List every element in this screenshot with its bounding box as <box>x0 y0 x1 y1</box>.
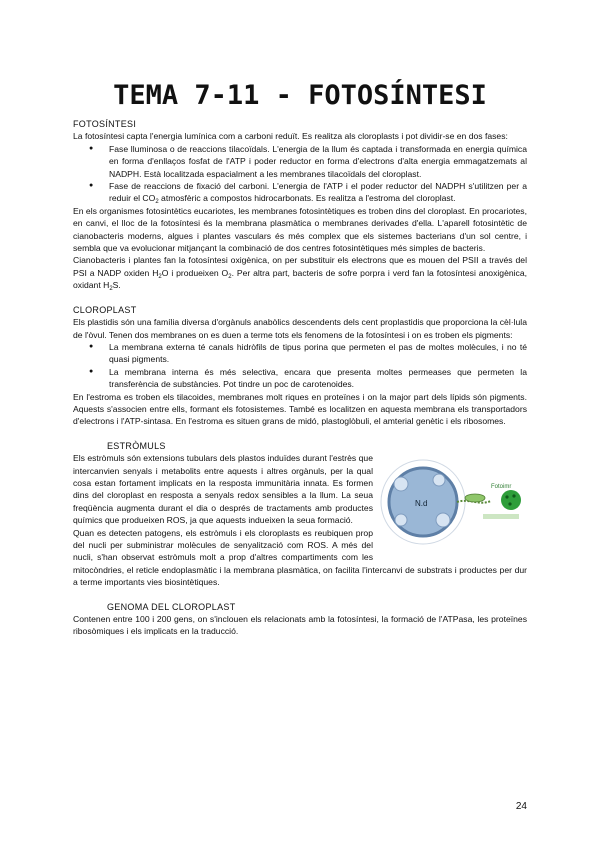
granum-dot <box>505 496 508 499</box>
paragraph: Els plastidis són una família diversa d'orgànuls anabòlics descendents dels cent proplastidis que proporciona la cèl·lula de l'òvul. Tenen dos membranes on es duen a terme tots els fenomens de la fotosíntesi i on es troben els pigments: <box>73 317 527 340</box>
granum-dot <box>508 503 511 506</box>
paragraph: Contenen entre 100 i 200 gens, on s'inclouen els relacionats amb la fotosíntesi, la formació de l'ATPasa, les proteïnes ribosòmiques i els implicats en la traducció. <box>73 614 527 637</box>
section-heading-estromuls: ESTRÒMULS <box>107 440 166 451</box>
page-content <box>73 118 527 638</box>
stromule-figure <box>379 454 527 550</box>
paragraph: La fotosíntesi capta l'energia lumínica com a carboni reduït. Es realitza als cloroplasts i pot dividir-se en dos fases: <box>73 131 508 142</box>
section-heading-fotosintesi: FOTOSÍNTESI <box>73 119 137 129</box>
section-heading-cloroplast: CLOROPLAST <box>73 304 137 315</box>
figure-label: Fotoimr <box>491 484 512 491</box>
section-heading-genoma: GENOMA DEL CLOROPLAST <box>107 601 236 612</box>
list-item: ● Fase lluminosa o de reaccions tilacoïdals. L'energia de la llum és captada i transformada en energia química en forma d'enllaços fosfat de l'ATP i poder reductor en forma d'electrons d'alta energia emmagatzemats al NADPH. Està localitzada espacialment a les membranes tilacoïdals del cloroplast. <box>73 143 527 180</box>
list-item: ● La membrana interna és més selectiva, encara que presenta moltes permeases que permeten la transferència de substàncies. Pot tindre un poc de carotenoides. <box>73 366 527 391</box>
nucleus-label: N.d <box>415 499 428 509</box>
page-number: 24 <box>515 801 527 812</box>
chloroplast-shape <box>501 490 521 510</box>
paragraph: En els organismes fotosintètics eucariotes, les membranes fotosintètiques es troben dins del cloroplast. En procariotes, en canvi, el lloc de la fotosíntesi és la membrana plasmàtica o membranes derivades d'ella. L'aparell fotosintètic de cianobacteris moderns, algues i plantes vasculars és més complex que els sistemes bacterians d'un sol centre, i sembla que va evolucionar mitjançant la combinació de dos centres fotosintètiques més simples de bacteris. <box>73 205 527 254</box>
paragraph: Els estròmuls són extensions tubulars dels plastos induïdes durant l'estrès que intercanvien senyals i metabolits entre aquests i altres orgànuls, per la qual cosa estan fortament implicats en la resposta immunitària innata. Es formen dins del cloroplast en resposta a senyals redox sensibles a la llum. La seua freqüència augmenta durant el dia o després de tractaments amb productes químics que produeixen ROS, ja que aquests indueixen la seua formació. <box>73 453 373 526</box>
page-title: TEMA 7-11 - FOTOSÍNTESI <box>113 80 487 111</box>
paragraph: Cianobacteris i plantes fan la fotosíntesi oxigènica, on per substituir els electrons que es mouen del PSII a través del PSI a NADP oxiden $H_2O$ i produeixen $O_2$. Per altra part, bacteris de sofre porpra i verd fan la fotosíntesi anoxigènica, oxidant $H_2S$. <box>73 255 528 293</box>
list-item: ● Fase de reaccions de fixació del carboni. L'energia de l'ATP i el poder reductor del NADPH s'utilitzen per a reduir el $CO_2$ atmosfèric a compostos hidrocarbonats. Es realitza a l'estroma del cloroplast. <box>73 180 527 205</box>
plastid-shape <box>465 494 485 502</box>
vesicle-shape <box>394 477 408 491</box>
paragraph: En l'estroma es troben els tilacoides, membranes molt riques en proteïnes i on la major part dels lípids són pigments. Aquests s'associen entre ells, formant els fotosistemes. També es localitzen en aquesta membrana els transportadors d'electrons i l'ATP-sintasa. En l'estroma es situen grans de midó, plastoglòbuli, el amterial genètic i els ribosomes. <box>73 391 527 427</box>
vesicle-shape <box>395 514 407 526</box>
stromule-illustration <box>379 454 527 550</box>
bullet-list <box>73 341 527 391</box>
vesicle-shape <box>436 513 450 527</box>
paragraph: Quan es detecten patogens, els estròmuls i els cloroplasts es reubiquen prop del nucli per subministrar molècules de senyalització com ROS. A més del nucli, s'han observat estròmuls molt a prop d'altres compartiments com les mitocòndries, el reticle endoplasmàtic i la membrana plasmàtica, on facilita l'intercanvi de substrats i productes per dur a terme importants vies biosintètiques. <box>73 527 527 588</box>
granum-dot <box>512 495 515 498</box>
caption-mark <box>483 514 519 519</box>
bullet-list <box>73 143 527 205</box>
vesicle-shape <box>433 474 445 486</box>
list-item: ● La membrana externa té canals hidròfils de tipus porina que permeten el pas de moltes molècules, i no té quasi pigments. <box>73 341 527 366</box>
